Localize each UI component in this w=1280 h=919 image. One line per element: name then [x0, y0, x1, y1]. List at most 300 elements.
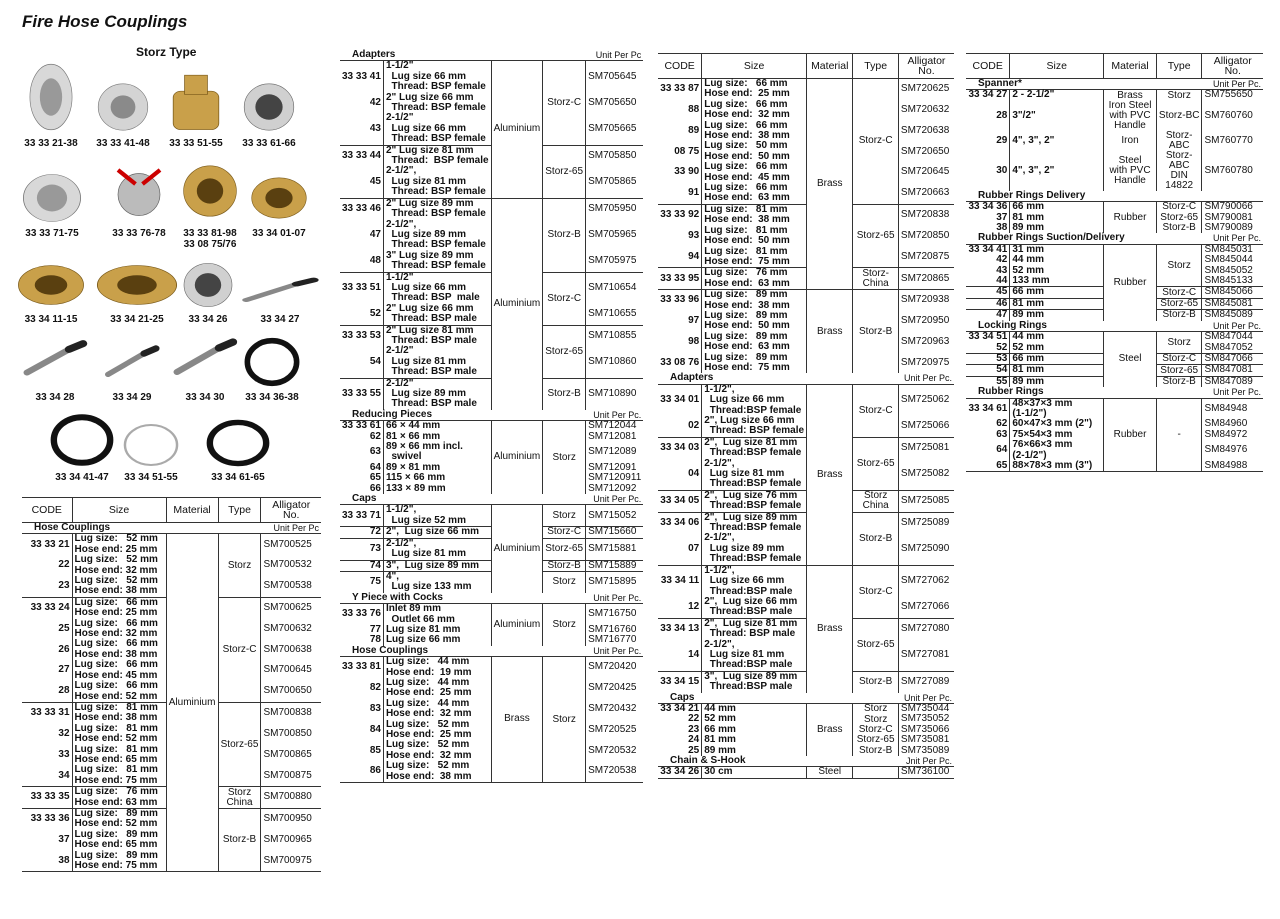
alligator-number: SM847044 — [1202, 332, 1263, 343]
alligator-number: SM847066 — [1202, 353, 1263, 364]
item-code: 33 34 51 — [966, 332, 1010, 343]
item-code: 33 33 96 — [658, 290, 702, 311]
alligator-number: SM720525 — [586, 720, 644, 741]
product-image — [104, 156, 174, 226]
item-code: 47 — [966, 310, 1010, 321]
item-material: Aluminium — [491, 421, 543, 494]
table-row — [658, 290, 954, 311]
table-row — [966, 101, 1263, 131]
item-size: 81 mm — [1010, 213, 1104, 223]
item-code: 22 — [688, 713, 700, 725]
table-row — [658, 226, 954, 247]
item-size: 133 mm — [1010, 276, 1104, 287]
header-alligator: Alligator No. — [898, 54, 954, 79]
item-size: Lug size: 81 mm Hose end: 75 mm — [702, 247, 807, 268]
item-code: 33 33 21 — [22, 534, 72, 555]
item-size: 2-1/2" Lug size 81 mm Thread: BSP male — [383, 346, 491, 378]
item-size: 1-1/2" Lug size 66 mm Thread: BSP female — [383, 61, 491, 93]
alligator-number: SM700645 — [261, 660, 321, 681]
item-type: Storz-65 — [543, 325, 586, 378]
product-image — [50, 410, 114, 470]
item-size: 2-1/2" Lug size 89 mm Thread: BSP male — [383, 378, 491, 410]
product-image — [180, 156, 240, 226]
section-title-row — [658, 693, 954, 704]
item-size: 81 mm — [702, 735, 807, 745]
alligator-number: SM845089 — [1202, 310, 1263, 321]
item-code: 42 — [996, 254, 1008, 266]
section-title: Caps — [670, 691, 695, 703]
alligator-number: SM845031 — [1202, 244, 1263, 255]
alligator-number: SM845052 — [1202, 266, 1263, 276]
alligator-number: SM720645 — [898, 162, 954, 183]
item-size: 2-1/2", Lug size 81 mm Thread:BSP female — [702, 459, 807, 491]
section-title: Hose Couplings — [34, 522, 111, 533]
photo-caption: 33 33 61-66 — [242, 138, 296, 149]
item-size: 89 mm — [1010, 310, 1104, 321]
item-size: 2" Lug size 81 mm Thread: BSP female — [383, 145, 491, 166]
item-code: 78 — [369, 634, 381, 646]
table-row — [658, 268, 954, 290]
unit-per-pc — [1202, 191, 1263, 202]
alligator-number: SM700880 — [261, 787, 321, 809]
item-size: Lug size: 44 mm Hose end: 19 mm — [383, 657, 491, 678]
section-title: Chain & S-Hook — [670, 755, 746, 766]
alligator-number: SM700965 — [261, 830, 321, 851]
unit-per-pc: Unit Per Pc. — [1212, 387, 1261, 398]
item-code: 85 — [369, 744, 381, 756]
photo-caption: 33 34 30 — [185, 392, 225, 403]
product-image — [102, 338, 162, 390]
item-code: 33 33 31 — [22, 702, 72, 723]
item-size: 4", Lug size 133 mm — [383, 571, 491, 592]
item-type: Storz-C — [853, 79, 899, 205]
alligator-number: SM790066 — [1202, 202, 1263, 213]
item-size: Lug size: 44 mm Hose end: 25 mm — [383, 678, 491, 699]
item-size: 89 mm — [1010, 223, 1104, 233]
item-size: 30 cm — [702, 767, 807, 778]
item-code: 23 — [58, 580, 70, 592]
header-size: Size — [72, 498, 166, 523]
alligator-number: SM727062 — [898, 565, 954, 597]
item-size: Lug size: 52 mm Hose end: 25 mm — [383, 720, 491, 741]
item-code: 65 — [369, 472, 381, 484]
header-code: CODE — [966, 54, 1010, 79]
product-image — [170, 330, 240, 390]
item-size: Inlet 89 mm Outlet 66 mm — [383, 604, 491, 625]
header-material: Material — [1104, 54, 1157, 79]
item-size: 89 mm — [702, 746, 807, 756]
alligator-number: SM720850 — [898, 226, 954, 247]
alligator-number: SM720625 — [898, 79, 954, 100]
item-size: 2" Lug size 66 mm Thread: BSP female — [383, 93, 491, 114]
item-size: 3"/2" — [1010, 101, 1104, 131]
table-header-row — [22, 498, 321, 523]
item-code: 47 — [369, 228, 381, 240]
alligator-number: SM700625 — [261, 597, 321, 618]
item-type: Storz-B — [1156, 376, 1202, 387]
header-material: Material — [807, 54, 853, 79]
item-type: Storz-C — [218, 597, 261, 702]
header-alligator: Alligator No. — [1202, 54, 1263, 79]
item-size: Lug size: 81 mm Hose end: 38 mm — [702, 204, 807, 225]
item-code: 07 — [688, 542, 700, 554]
table-end-rule — [966, 472, 1263, 474]
item-code: 33 33 41 — [340, 61, 383, 93]
item-type: Storz-C — [1156, 287, 1202, 298]
photo-caption: 33 33 41-48 — [96, 138, 150, 149]
item-code: 14 — [688, 648, 700, 660]
table-row — [966, 151, 1263, 191]
item-size: 4", 3", 2" — [1010, 131, 1104, 151]
item-code: 33 33 92 — [658, 204, 702, 225]
item-code: 26 — [58, 643, 70, 655]
item-code: 77 — [369, 623, 381, 635]
item-type: Storz-C — [543, 527, 586, 538]
item-size: Lug size: 89 mm Hose end: 38 mm — [702, 290, 807, 311]
alligator-number: SM716770 — [586, 635, 644, 645]
section-title-row — [966, 79, 1263, 90]
unit-per-pc: Unit Per Pc. — [593, 409, 642, 420]
item-code: 62 — [369, 430, 381, 442]
item-size: Lug size: 66 mm Hose end: 32 mm — [72, 619, 166, 640]
item-material: Brass — [807, 290, 853, 374]
section-title-row — [340, 593, 643, 604]
item-size: 44 mm — [1010, 332, 1104, 343]
table-row — [658, 311, 954, 332]
item-type: Storz — [543, 505, 586, 527]
item-type: Storz- China — [853, 268, 899, 290]
alligator-number: SM705650 — [586, 93, 644, 114]
item-size: Lug size: 76 mm Hose end: 63 mm — [702, 268, 807, 290]
alligator-number: SM720632 — [898, 100, 954, 121]
product-photo — [92, 258, 182, 325]
product-photo — [180, 156, 240, 250]
unit-per-pc: Unit Per Pc. — [903, 692, 952, 703]
item-size: 115 × 66 mm — [383, 473, 491, 483]
item-code: 64 — [996, 444, 1008, 456]
table-row — [658, 671, 954, 692]
item-size: 2" Lug size 81 mm Thread: BSP male — [383, 325, 491, 346]
item-size: 66 mm — [1010, 353, 1104, 364]
table-row — [340, 61, 643, 93]
item-material: Aluminium — [166, 534, 218, 872]
alligator-number: SM845081 — [1202, 298, 1263, 309]
alligator-number: SM716760 — [586, 625, 644, 635]
item-code: 48 — [369, 254, 381, 266]
item-code: 37 — [996, 211, 1008, 223]
item-type: Storz — [543, 604, 586, 646]
unit-per-pc: Unit Per Pc — [273, 523, 319, 533]
item-type: Storz- ABC — [1156, 131, 1202, 151]
item-code: 33 34 36 — [966, 202, 1010, 213]
item-size: Lug size: 89 mm Hose end: 50 mm — [702, 311, 807, 332]
item-material: Steel — [807, 767, 853, 778]
item-code: 43 — [996, 264, 1008, 276]
alligator-number: SM735081 — [898, 735, 954, 745]
table-row — [966, 131, 1263, 151]
table-row — [340, 505, 643, 527]
item-type: Storz-65 — [853, 437, 899, 490]
item-size: Lug size: 66 mm Hose end: 32 mm — [702, 100, 807, 121]
photo-caption: 33 34 61-65 — [211, 472, 265, 483]
alligator-number: SM710655 — [586, 304, 644, 325]
item-size: 44 mm — [1010, 255, 1104, 265]
photo-caption: 33 33 51-55 — [169, 138, 223, 149]
alligator-number: SM845066 — [1202, 287, 1263, 298]
alligator-number: SM720538 — [586, 761, 644, 782]
item-code: 33 90 — [674, 166, 700, 178]
alligator-number: SM7120911 — [586, 473, 644, 483]
item-code: 12 — [688, 601, 700, 613]
product-photo — [20, 58, 82, 149]
item-code: 33 34 05 — [658, 490, 702, 512]
product-photo — [244, 334, 300, 403]
alligator-number: SM705965 — [586, 220, 644, 251]
alligator-number: SM760760 — [1202, 101, 1263, 131]
item-code: 33 34 21 — [658, 703, 702, 714]
alligator-number: SM715895 — [586, 571, 644, 592]
item-type: Storz-C — [1156, 353, 1202, 364]
item-size: Lug size: 52 mm Hose end: 25 mm — [72, 534, 166, 555]
table-row — [340, 421, 643, 432]
unit-per-pc: Unit Per Pc. — [1212, 79, 1261, 89]
table-row — [658, 204, 954, 225]
photo-caption: 33 34 28 — [35, 392, 75, 403]
table-row — [658, 162, 954, 183]
alligator-number: SM720420 — [586, 657, 644, 678]
alligator-number: SM755650 — [1202, 90, 1263, 101]
item-code: 33 33 81 — [340, 657, 383, 678]
product-photo — [248, 170, 310, 239]
item-material: Steel — [1104, 332, 1157, 388]
item-size: Lug size: 66 mm Hose end: 45 mm — [72, 660, 166, 681]
table-header-row — [658, 54, 954, 79]
alligator-number: SM727081 — [898, 640, 954, 672]
item-material: Aluminium — [491, 505, 543, 593]
header-type: Type — [1156, 54, 1202, 79]
item-code: 33 33 51 — [340, 272, 383, 304]
table-column-4 — [966, 53, 1263, 473]
item-size: Lug size: 81 mm Hose end: 38 mm — [72, 702, 166, 723]
section-title: Locking Rings — [978, 319, 1047, 331]
item-type: Storz — [853, 714, 899, 724]
alligator-number: SM710654 — [586, 272, 644, 304]
product-image — [20, 332, 90, 390]
table-row — [658, 384, 954, 416]
section-title-row — [22, 523, 321, 534]
item-type: Storz-B — [853, 290, 899, 374]
alligator-number: SM700865 — [261, 745, 321, 766]
item-size: 48×37×3 mm (1-1/2") — [1010, 398, 1104, 419]
alligator-number: SM720975 — [898, 353, 954, 374]
alligator-number: SM700525 — [261, 534, 321, 555]
product-photo — [104, 156, 174, 239]
item-size: 81 × 66 mm — [383, 432, 491, 442]
item-size: Lug size: 66 mm Hose end: 25 mm — [72, 597, 166, 618]
table-row — [658, 183, 954, 204]
product-photo — [10, 170, 94, 239]
item-type: Storz-C — [543, 272, 586, 325]
table-row — [658, 353, 954, 374]
table-row — [658, 121, 954, 142]
alligator-number: SM725066 — [898, 416, 954, 437]
alligator-number: SM84960 — [1202, 419, 1263, 429]
item-type: Storz-65 — [853, 735, 899, 745]
alligator-number: SM720663 — [898, 183, 954, 204]
table-row — [340, 604, 643, 625]
alligator-number: SM720638 — [898, 121, 954, 142]
alligator-number: SM735052 — [898, 714, 954, 724]
item-material: Aluminium — [491, 61, 543, 198]
alligator-number: SM720650 — [898, 141, 954, 162]
item-code: 02 — [688, 420, 700, 432]
alligator-number: SM725082 — [898, 459, 954, 491]
item-code: 64 — [369, 461, 381, 473]
item-material: Rubber — [1104, 244, 1157, 320]
item-type: Storz-C — [853, 725, 899, 735]
item-size: 2-1/2", Lug size 81 mm Thread: BSP female — [383, 166, 491, 198]
alligator-number: SM725090 — [898, 533, 954, 565]
item-size: 60×47×3 mm (2") — [1010, 419, 1104, 429]
table-row — [658, 332, 954, 353]
item-size: Lug size: 76 mm Hose end: 63 mm — [72, 787, 166, 809]
item-type: Storz-B — [543, 560, 586, 571]
item-type: Storz China — [218, 787, 261, 809]
item-code: 33 34 41 — [966, 244, 1010, 255]
item-code: 32 — [58, 727, 70, 739]
alligator-number: SM736100 — [898, 767, 954, 778]
item-size: Lug size: 66 mm Hose end: 52 mm — [72, 681, 166, 702]
item-type: Storz-B — [853, 746, 899, 756]
photo-caption: 33 34 51-55 — [124, 472, 178, 483]
alligator-number: SM725081 — [898, 437, 954, 458]
table-row — [340, 198, 643, 219]
alligator-number: SM712081 — [586, 432, 644, 442]
product-image — [244, 334, 300, 390]
item-type: Storz — [543, 571, 586, 592]
item-code: 42 — [369, 96, 381, 108]
alligator-number: SM84988 — [1202, 461, 1263, 472]
product-photo — [20, 332, 90, 403]
item-type: Storz-65 — [218, 702, 261, 786]
item-material: Brass — [491, 657, 543, 783]
section-title: Spanner* — [978, 78, 1022, 89]
item-code: 97 — [688, 315, 700, 327]
item-type: Storz-65 — [543, 538, 586, 560]
item-size: 1-1/2", Lug size 66 mm Thread:BSP female — [702, 384, 807, 416]
item-code: 33 34 15 — [658, 671, 702, 692]
table-end-rule — [22, 872, 321, 874]
table-row — [658, 416, 954, 437]
item-size: 2", Lug size 66 mm Thread: BSP female — [702, 416, 807, 437]
item-size: Lug size: 66 mm Hose end: 38 mm — [72, 639, 166, 660]
alligator-number: SM720938 — [898, 290, 954, 311]
item-code: 38 — [996, 222, 1008, 234]
item-size: 81 mm — [1010, 298, 1104, 309]
item-size: 52 mm — [702, 714, 807, 724]
item-type: Storz- ABC DIN 14822 — [1156, 151, 1202, 191]
alligator-number: SM716750 — [586, 604, 644, 625]
table-row — [658, 437, 954, 458]
table-row — [966, 332, 1263, 343]
item-code: 22 — [58, 559, 70, 571]
item-code: 33 33 36 — [22, 808, 72, 829]
alligator-number: SM700950 — [261, 808, 321, 829]
product-image — [158, 72, 234, 136]
item-code: 30 — [996, 164, 1008, 176]
item-type: Storz China — [853, 490, 899, 512]
item-size: Lug size: 66 mm Hose end: 63 mm — [702, 183, 807, 204]
table-row — [658, 640, 954, 672]
table-column-3 — [658, 53, 954, 780]
item-code: 08 75 — [674, 145, 700, 157]
product-image — [206, 416, 270, 470]
unit-per-pc: Jnit Per Pc. — [905, 756, 952, 766]
alligator-number: SM847089 — [1202, 376, 1263, 387]
item-code: 52 — [369, 307, 381, 319]
table-row — [658, 459, 954, 491]
alligator-number: SM705645 — [586, 61, 644, 93]
item-code: 33 34 27 — [966, 90, 1010, 101]
alligator-number: SM720950 — [898, 311, 954, 332]
product-photo — [170, 330, 240, 403]
item-size: 2", Lug size 76 mm Thread:BSP female — [702, 490, 807, 512]
item-size: 2", Lug size 89 mm Thread:BSP female — [702, 512, 807, 533]
item-type: Storz-65 — [853, 204, 899, 267]
item-code: 28 — [58, 685, 70, 697]
item-size: 89 × 81 mm — [383, 463, 491, 473]
item-size: 2 - 2-1/2" — [1010, 90, 1104, 101]
photo-caption: 33 34 26 — [188, 314, 228, 325]
table-row — [658, 533, 954, 565]
item-type: Storz-B — [543, 378, 586, 410]
section-title: Y Piece with Cocks — [352, 591, 443, 603]
section-title-row — [340, 494, 643, 505]
item-size: Lug size: 89 mm Hose end: 75 mm — [702, 353, 807, 374]
alligator-number: SM84976 — [1202, 440, 1263, 461]
item-size: 66 mm — [702, 725, 807, 735]
item-code: 53 — [966, 353, 1010, 364]
table-column-1 — [22, 497, 321, 873]
alligator-number: SM700838 — [261, 702, 321, 723]
item-size: 2-1/2", Lug size 81 mm Thread:BSP male — [702, 640, 807, 672]
item-code: 33 33 76 — [340, 604, 383, 625]
photo-caption: 33 34 01-07 — [252, 228, 306, 239]
item-size: 66 mm — [1010, 202, 1104, 213]
item-code: 33 08 76 — [660, 356, 700, 368]
header-code: CODE — [658, 54, 702, 79]
alligator-number: SM715889 — [586, 560, 644, 571]
item-size: 2", Lug size 81 mm Thread: BSP male — [702, 618, 807, 639]
table-row — [658, 512, 954, 533]
item-size: 3", Lug size 89 mm — [383, 560, 491, 571]
table-row — [658, 79, 954, 100]
section-title-row — [966, 233, 1263, 244]
page-title: Fire Hose Couplings — [22, 12, 188, 31]
section-title: Reducing Pieces — [352, 408, 433, 420]
section-title-row — [966, 191, 1263, 202]
item-size: Lug size: 81 mm Hose end: 65 mm — [72, 745, 166, 766]
alligator-number: SM735089 — [898, 746, 954, 756]
item-code: 33 33 24 — [22, 597, 72, 618]
item-size: 44 mm — [702, 703, 807, 714]
alligator-number: SM700638 — [261, 639, 321, 660]
section-title: Hose Couplings — [352, 644, 429, 656]
alligator-number: SM725062 — [898, 384, 954, 416]
item-size: 4", 3", 2" — [1010, 151, 1104, 191]
alligator-number: SM725089 — [898, 512, 954, 533]
item-type: Storz-65 — [1156, 213, 1202, 223]
